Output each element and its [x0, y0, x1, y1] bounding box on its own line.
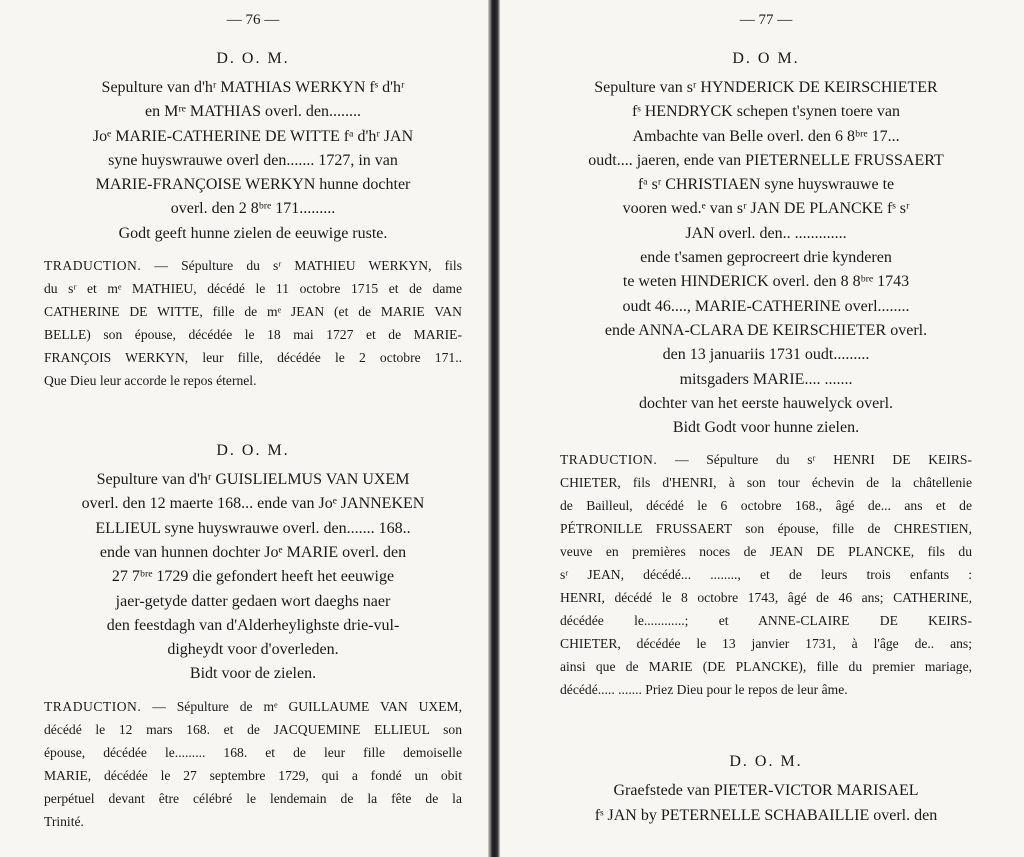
epitaph-line: Graefstede van PIETER-VICTOR MARISAEL — [613, 782, 919, 800]
epitaph-line: dochter van het eerste hauwelyck overl. — [638, 394, 894, 412]
translation-line: décédé le 12 mars 168. et de JACQUEMINE ELLIEUL son — [44, 721, 462, 737]
epitaph-line: te weten HINDERICK overl. den 8 8ᵇʳᵉ 1743 — [622, 273, 910, 291]
epitaph-line: fᵃ sʳ CHRISTIAEN syne huyswrauwe te — [637, 176, 895, 194]
translation-line: décédée le............; et ANNE-CLAIRE DE KEIRS- — [560, 613, 972, 629]
section-heading: D. O. M. — [729, 753, 803, 771]
epitaph-line: ELLIEUL syne huyswrauwe overl. den....... 168.. — [95, 519, 411, 537]
translation-line: TRADUCTION. — Sépulture du sʳ HENRI DE KEIRS- — [560, 452, 973, 468]
translation — [560, 448, 972, 701]
translation — [44, 254, 462, 392]
translation-line: sʳ JEAN, décédé... ........, et de leurs trois enfants : — [560, 567, 972, 583]
page-number: — 76 — — [226, 12, 280, 28]
epitaph-line: digheydt voor d'overleden. — [167, 641, 339, 659]
left-page — [0, 0, 488, 857]
translation-label: TRADUCTION. — [44, 258, 142, 274]
epitaph-line: Joᵉ MARIE-CATHERINE DE WITTE fᵃ d'hʳ JAN — [92, 127, 414, 145]
translation-line: FRANÇOIS WERKYN, leur fille, décédée le 2 octobre 171.. — [44, 350, 462, 366]
epitaph-line: Sepulture van sʳ HYNDERICK DE KEIRSCHIETER — [594, 79, 938, 96]
page-number: — 77 — — [739, 12, 793, 28]
book-gutter — [488, 0, 500, 857]
epitaph — [560, 779, 972, 828]
epitaph-line: ende van hunnen dochter Joᵉ MARIE overl. den — [99, 543, 407, 561]
epitaph-line: den feestdagh van d'Alderheylighste drie-vul- — [106, 616, 400, 634]
epitaph — [44, 76, 462, 246]
epitaph-line: Godt geeft hunne zielen de eeuwige ruste. — [118, 224, 388, 242]
epitaph-line: fˢ JAN by PETERNELLE SCHABAILLIE overl. den — [594, 806, 938, 824]
translation-label: TRADUCTION. — [560, 452, 658, 468]
translation-line: CHIETER, décédée le 13 janvier 1731, à l'âge de.. ans; — [560, 636, 972, 652]
epitaph-line: syne huyswrauwe overl den....... 1727, in van — [108, 151, 398, 169]
epitaph — [560, 76, 972, 440]
epitaph-line: den 13 januariis 1731 oudt......... — [662, 346, 870, 364]
translation-line: Que Dieu leur accorde le repos éternel. — [44, 373, 257, 389]
translation-line: CATHERINE DE WITTE, fille de mᵉ JEAN (et de MARIE VAN — [44, 304, 462, 320]
epitaph-line: vooren wed.ᵉ van sʳ JAN DE PLANCKE fˢ sʳ — [622, 200, 910, 218]
epitaph-line: JAN overl. den.. ............. — [685, 224, 847, 242]
translation-line: MARIE, décédée le 27 septembre 1729, qui a fondé un obit — [44, 767, 462, 783]
section-heading: D. O. M. — [216, 50, 290, 67]
translation-line: TRADUCTION. — Sépulture du sʳ MATHIEU WERKYN, fils — [44, 258, 462, 274]
epitaph-line: ende t'samen geprocreert drie kynderen — [640, 249, 892, 267]
epitaph-line: Bidt voor de zielen. — [189, 665, 317, 683]
epitaph-line: jaer-getyde datter gedaen wort daeghs naer — [115, 592, 391, 610]
translation-line: TRADUCTION. — Sépulture de mᵉ GUILLAUME VAN UXEM, — [44, 698, 463, 714]
translation-line: perpétuel devant être célébré le lendemain de la fête de la — [44, 790, 462, 806]
translation-line: épouse, décédée le......... 168. et de leur fille demoiselle — [44, 744, 462, 760]
translation-line: BELLE) son épouse, décédée le 18 mai 1727 et de MARIE- — [44, 327, 462, 343]
epitaph-line: oudt.... jaeren, ende van PIETERNELLE FRUSSAERT — [588, 151, 944, 169]
epitaph-line: oudt 46...., MARIE-CATHERINE overl........ — [622, 297, 910, 315]
epitaph-line: ende ANNA-CLARA DE KEIRSCHIETER overl. — [604, 321, 928, 339]
epitaph-line: overl. den 2 8ᵇʳᵉ 171......... — [170, 200, 336, 218]
translation-line: PÉTRONILLE FRUSSAERT son épouse, fille de CHRESTIEN, — [560, 521, 972, 537]
epitaph-line: MARIE-FRANÇOISE WERKYN hunne dochter — [95, 176, 411, 194]
epitaph-line: overl. den 12 maerte 168... ende van Joᵉ JANNEKEN — [81, 495, 425, 513]
translation-line: veuve en premières noces de JEAN DE PLANCKE, fils du — [560, 544, 972, 560]
epitaph-line: mitsgaders MARIE.... ....... — [679, 370, 853, 388]
translation-line: CHIETER, fils d'HENRI, à son tour échevin de la châtellenie — [560, 475, 972, 491]
epitaph-line: Sepulture van d'hʳ MATHIAS WERKYN fˢ d'hʳ — [101, 79, 405, 96]
epitaph-line: Bidt Godt voor hunne zielen. — [672, 419, 860, 437]
epitaph — [44, 468, 462, 687]
epitaph-line: 27 7ᵇʳᵉ 1729 die gefondert heeft het eeuwige — [111, 568, 395, 586]
translation-label: TRADUCTION. — [44, 698, 142, 714]
translation-line: ainsi que de MARIE (DE PLANCKE), fille du premier mariage, — [560, 659, 972, 675]
translation-line: Trinité. — [44, 813, 84, 829]
section-heading: D. O. M. — [216, 442, 290, 460]
translation-line: de Bailleul, décédé le 6 octobre 168., âgé de... ans et de — [560, 498, 972, 514]
translation — [44, 695, 462, 833]
epitaph-line: Ambachte van Belle overl. den 6 8ᵇʳᵉ 17... — [632, 127, 900, 145]
translation-line: HENRI, décédé le 8 octobre 1743, âgé de 46 ans; CATHERINE, — [560, 590, 972, 606]
translation-line: du sʳ et mᵉ MATHIEU, décédé le 11 octobre 1715 et de dame — [44, 281, 462, 297]
right-page — [500, 0, 1024, 857]
epitaph-line: fˢ HENDRYCK schepen t'synen toere van — [632, 103, 900, 121]
epitaph-line: en Mʳᵉ MATHIAS overl. den........ — [145, 103, 361, 121]
translation-line: décédé..... ....... Priez Dieu pour le repos de leur âme. — [560, 682, 848, 698]
section-heading: D. O M. — [732, 50, 800, 67]
epitaph-line: Sepulture van d'hʳ GUISLIELMUS VAN UXEM — [96, 471, 410, 489]
